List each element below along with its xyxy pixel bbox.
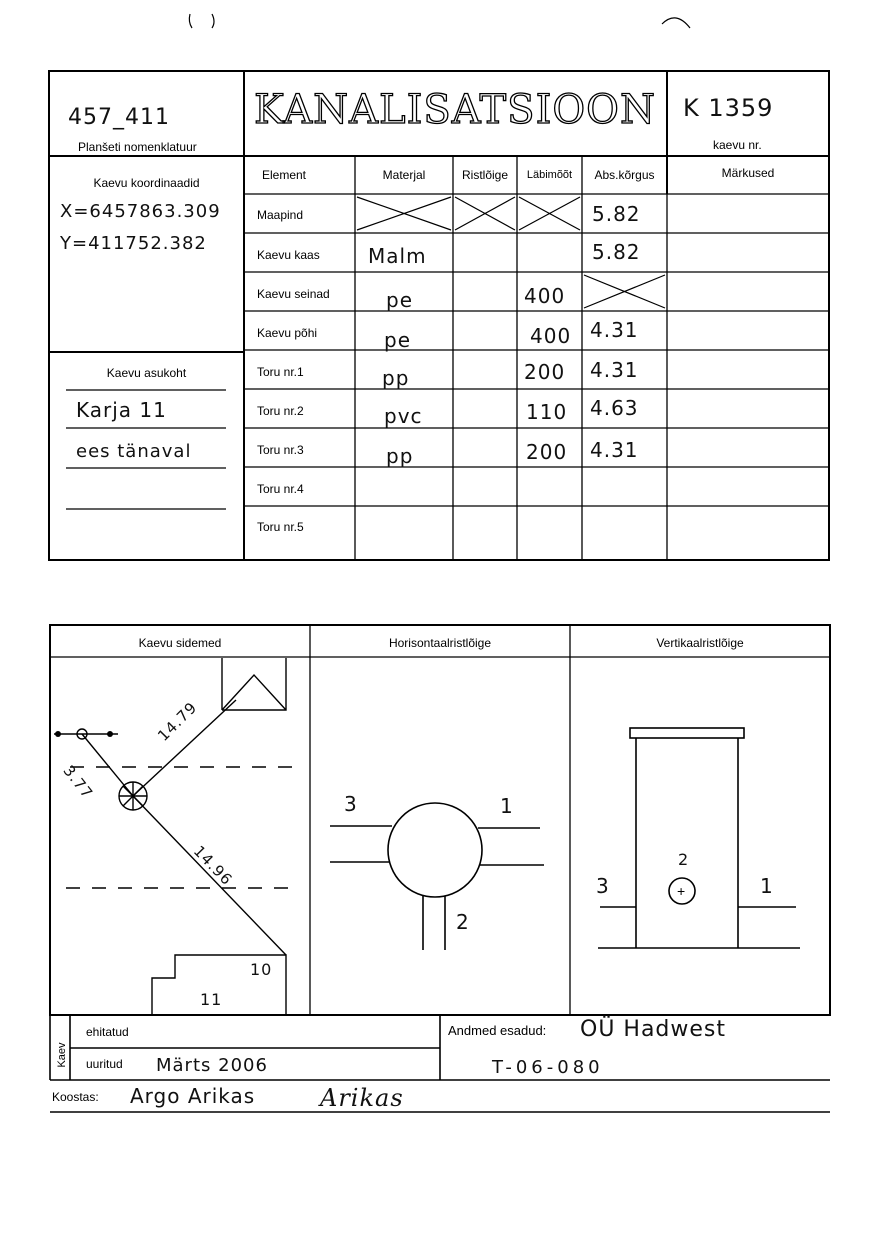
built-label: ehitatud xyxy=(86,1025,129,1039)
row-elevation: 4.31 xyxy=(590,438,639,462)
row-element: Maapind xyxy=(257,208,304,222)
row-element: Toru nr.5 xyxy=(257,520,304,534)
horizontal-section-drawing xyxy=(330,803,544,950)
v-center-symbol: + xyxy=(677,883,686,899)
compiled-label: Koostas: xyxy=(52,1090,99,1104)
job-number: T-06-080 xyxy=(492,1057,604,1078)
row-diameter: 200 xyxy=(524,360,566,384)
drawings-panel xyxy=(0,600,874,1240)
h-pipe-2-label: 2 xyxy=(456,910,470,934)
location-label: Kaevu asukoht xyxy=(106,366,187,380)
compiled-value: Argo Arikas xyxy=(130,1084,256,1108)
row-material: pe xyxy=(386,288,413,312)
tie-distance-1: 14.79 xyxy=(154,698,201,745)
row-element: Kaevu seinad xyxy=(257,287,330,301)
signature: Arikas xyxy=(320,1084,404,1112)
col-header-elevation: Abs.kõrgus xyxy=(594,168,655,182)
data-source-value: OÜ Hadwest xyxy=(580,1017,727,1042)
v-pipe-2-label: 2 xyxy=(678,850,690,869)
row-material: pp xyxy=(382,366,410,390)
col-header-material: Materjal xyxy=(382,168,426,182)
row-element: Kaevu kaas xyxy=(257,248,320,262)
row-element: Toru nr.2 xyxy=(257,404,304,418)
v-pipe-3-label: 3 xyxy=(596,874,610,898)
sheet-number-value: 457_411 xyxy=(68,105,170,130)
tie-distance-3: 14.96 xyxy=(189,842,237,890)
row-material: pp xyxy=(386,444,414,468)
col-header-diameter: Läbimõõt xyxy=(526,169,573,181)
row-elevation: 4.63 xyxy=(590,396,639,420)
col-header-notes: Märkused xyxy=(721,166,775,180)
row-elevation: 5.82 xyxy=(592,240,641,264)
ties-title: Kaevu sidemed xyxy=(138,636,222,650)
side-label: Kaev xyxy=(56,1042,68,1068)
vertical-section-drawing xyxy=(598,728,800,948)
surveyed-value: Märts 2006 xyxy=(156,1055,268,1076)
tie-distance-2: 3.77 xyxy=(59,761,97,803)
row-diameter: 400 xyxy=(524,284,566,308)
well-number-value: K 1359 xyxy=(683,94,774,122)
row-element: Toru nr.4 xyxy=(257,482,304,496)
surveyed-label: uuritud xyxy=(86,1057,123,1071)
form-title: KANALISATSIOON xyxy=(254,87,656,133)
row-material: pe xyxy=(384,328,411,352)
row-diameter: 200 xyxy=(526,440,568,464)
coordinates-label: Kaevu koordinaadid xyxy=(93,176,200,190)
v-pipe-1-label: 1 xyxy=(760,874,774,898)
row-material: Malm xyxy=(368,244,427,268)
row-elevation: 5.82 xyxy=(592,202,641,226)
row-diameter: 400 xyxy=(530,324,572,348)
top-form xyxy=(0,0,874,600)
drawings-grid xyxy=(0,600,874,1240)
row-element: Toru nr.1 xyxy=(257,365,304,379)
location-line-1: Karja 11 xyxy=(76,398,167,422)
footer-grid xyxy=(0,1010,874,1140)
horizontal-section-title: Horisontaalristlõige xyxy=(388,636,492,650)
sheet-number-label: Planšeti nomenklatuur xyxy=(78,140,197,154)
well-number-label: kaevu nr. xyxy=(713,138,762,152)
vertical-section-title: Vertikaalristlõige xyxy=(656,636,744,650)
coordinate-x: X=6457863.309 xyxy=(60,201,221,222)
house-number-b: 11 xyxy=(200,990,223,1009)
house-number-a: 10 xyxy=(250,960,273,979)
col-header-cross-section: Ristlõige xyxy=(461,168,509,182)
h-pipe-3-label: 3 xyxy=(344,792,358,816)
row-elevation: 4.31 xyxy=(590,358,639,382)
row-material: pvc xyxy=(384,404,423,428)
data-source-label: Andmed esadud: xyxy=(448,1023,547,1038)
row-diameter: 110 xyxy=(526,400,568,424)
footer xyxy=(0,1010,874,1140)
h-pipe-1-label: 1 xyxy=(500,794,514,818)
col-header-element: Element xyxy=(261,168,307,182)
location-line-2: ees tänaval xyxy=(76,441,192,462)
coordinate-y: Y=411752.382 xyxy=(60,233,207,254)
row-element: Toru nr.3 xyxy=(257,443,304,457)
row-element: Kaevu põhi xyxy=(257,326,318,340)
row-elevation: 4.31 xyxy=(590,318,639,342)
